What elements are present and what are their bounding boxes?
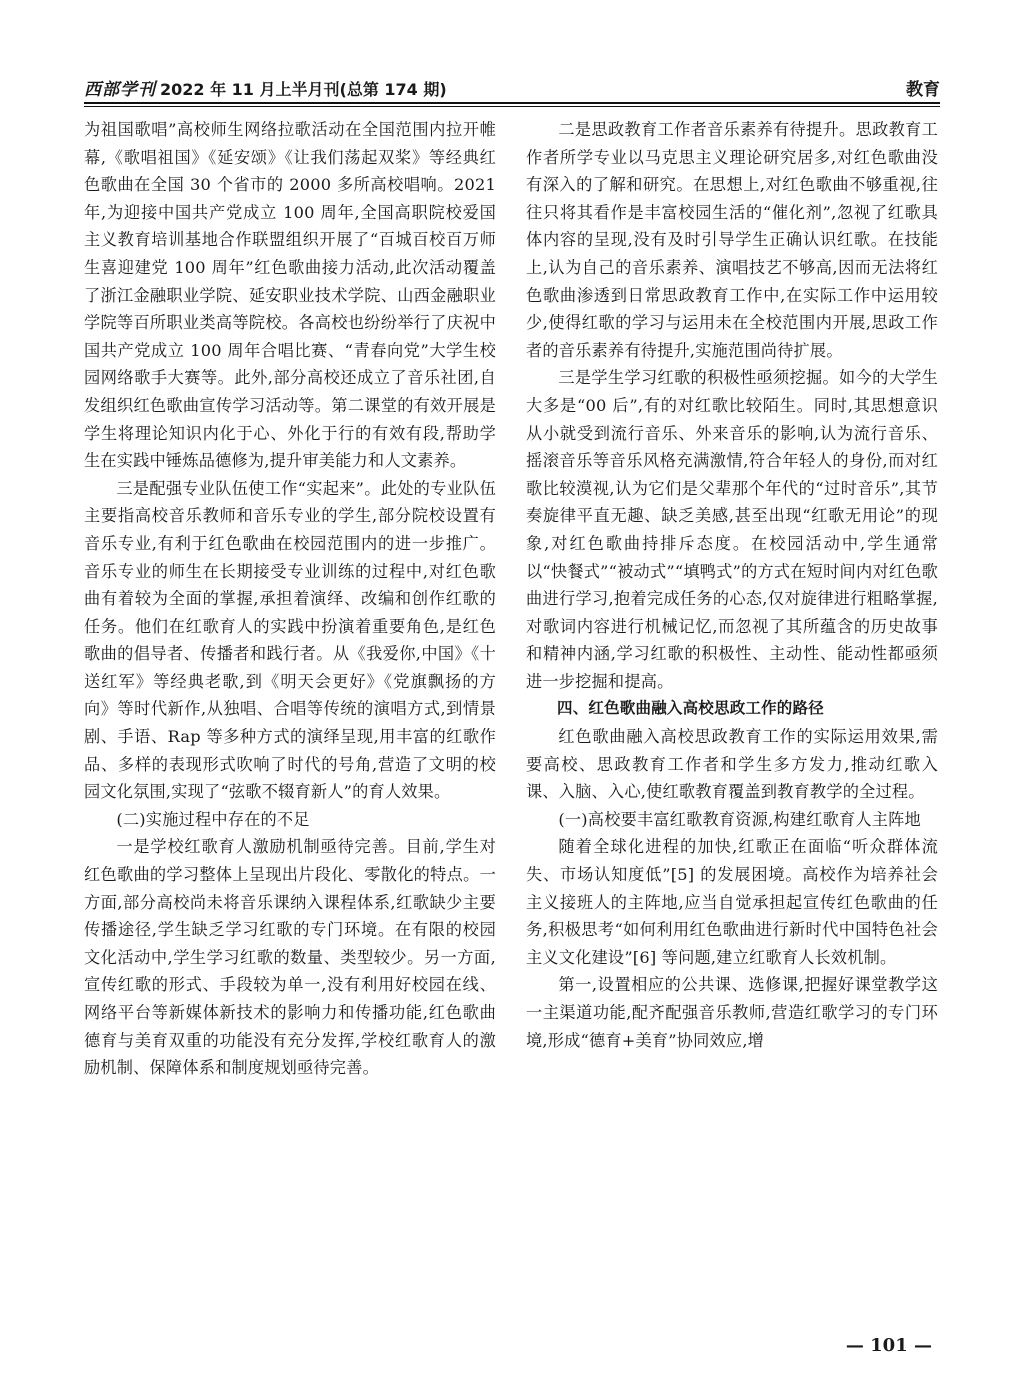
header-left (84, 75, 447, 100)
journal-name: 西部学刊 (84, 80, 156, 100)
paragraph: 一是学校红歌育人激励机制亟待完善。目前,学生对红色歌曲的学习整体上呈现出片段化、零散化的特点。一方面,部分高校尚未将音乐课纳入课程体系,红歌缺少主要传播途径,学生缺乏学习红歌的专门环境。在有限的校园文化活动中,学生学习红歌的数量、类型较少。另一方面,宣传红歌的形式、手段较为单一,没有利用好校园在线、网络平台等新媒体新技术的影响力和传播功能,红色歌曲德育与美育双重的功能没有充分发挥,学校红歌育人的激励机制、保障体系和制度规划亟待完善。 (84, 837, 496, 1078)
paragraph: 二是思政教育工作者音乐素养有待提升。思政教育工作者所学专业以马克思主义理论研究居多,对红色歌曲没有深入的了解和研究。在思想上,对红色歌曲不够重视,往往只将其看作是丰富校园生活的“催化剂”,忽视了红歌具体内容的呈现,没有及时引导学生正确认识红歌。在技能上,认为自己的音乐素养、演唱技艺不够高,因而无法将红色歌曲渗透到日常思政教育工作中,在实际工作中运用较少,使得红歌的学习与运用未在全校范围内开展,思政工作者的音乐素养有待提升,实施范围尚待扩展。 (526, 120, 938, 360)
subsection-heading: (二)实施过程中存在的不足 (116, 809, 310, 829)
running-header (84, 72, 940, 100)
header-rule-thin (84, 106, 940, 107)
paragraph: 随着全球化进程的加快,红歌正在面临“听众群体流失、市场认知度低”[5] 的发展困境。高校作为培养社会主义接班人的主阵地,应当自觉承担起宣传红色歌曲的任务,积极思考“如何利用红色歌曲进行新时代中国特色社会主义文化建设”[6] 等问题,建立红歌育人长效机制。 (526, 837, 938, 967)
issue-info: 2022 年 11 月上半月刊(总第 174 期) (160, 80, 447, 99)
paragraph: 三是配强专业队伍使工作“实起来”。此处的专业队伍主要指高校音乐教师和音乐专业的学生,部分院校设置有音乐专业,有利于红色歌曲在校园范围内的进一步推广。音乐专业的师生在长期接受专业训练的过程中,对红色歌曲有着较为全面的掌握,承担着演绎、改编和创作红歌的任务。他们在红歌育人的实践中扮演着重要角色,是红色歌曲的倡导者、传播者和践行者。从《我爱你,中国》《十送红军》等经典老歌,到《明天会更好》《党旗飘扬的方向》等时代新作,从独唱、合唱等传统的演唱方式,到情景剧、手语、Rap 等多种方式的演绎呈现,用丰富的红歌作品、多样的表现形式吹响了时代的号角,营造了文明的校园文化氛围,实现了“弦歌不辍育新人”的育人效果。 (84, 478, 496, 802)
page-number: — 101 — (845, 1335, 932, 1356)
header-rule-thick (84, 102, 940, 104)
paragraph: 三是学生学习红歌的积极性亟须挖掘。如今的大学生大多是“00 后”,有的对红歌比较陌生。同时,其思想意识从小就受到流行音乐、外来音乐的影响,认为流行音乐、摇滚音乐等音乐风格充满激情,符合年轻人的身份,而对红歌比较漠视,认为它们是父辈那个年代的“过时音乐”,其节奏旋律平直无趣、缺乏美感,甚至出现“红歌无用论”的现象,对红色歌曲持排斥态度。在校园活动中,学生通常以“快餐式”“被动式”“填鸭式”的方式在短时间内对红色歌曲进行学习,抱着完成任务的心态,仅对旋律进行粗略掌握,对歌词内容进行机械记忆,而忽视了其所蕴含的历史故事和精神内涵,学习红歌的积极性、主动性、能动性都亟须进一步挖掘和提高。 (526, 368, 938, 691)
section-name: 教育 (906, 80, 940, 100)
left-column (84, 116, 496, 1082)
subsection-heading: (一)高校要丰富红歌教育资源,构建红歌育人主阵地 (558, 809, 921, 829)
paragraph: 第一,设置相应的公共课、选修课,把握好课堂教学这一主渠道功能,配齐配强音乐教师,营造红歌学习的专门环境,形成“德育+美育”协同效应,增 (526, 975, 938, 1050)
paragraph: 为祖国歌唱”高校师生网络拉歌活动在全国范围内拉开帷幕,《歌唱祖国》《延安颂》《让我们荡起双桨》等经典红色歌曲在全国 30 个省市的 2000 多所高校唱响。2021 年,为迎接中国共产党成立 100 周年,全国高职院校爱国主义教育培训基地合作联盟组织开展了“百城百校百万师生喜迎建党 100 周年”红色歌曲接力活动,此次活动覆盖了浙江金融职业学院、延安职业技术学院、山西金融职业学院等百所职业类高等院校。各高校也纷纷举行了庆祝中国共产党成立 100 周年合唱比赛、“青春向党”大学生校园网络歌手大赛等。此外,部分高校还成立了音乐社团,自发组织红色歌曲宣传学习活动等。第二课堂的有效开展是学生将理论知识内化于心、外化于行的有效有段,帮助学生在实践中锤炼品德修为,提升审美能力和人文素养。 (84, 120, 496, 471)
right-column (526, 116, 938, 1054)
paragraph: 红色歌曲融入高校思政教育工作的实际运用效果,需要高校、思政教育工作者和学生多方发力,推动红歌入课、入脑、入心,使红歌教育覆盖到教育教学的全过程。 (526, 727, 938, 802)
section-heading: 四、红色歌曲融入高校思政工作的路径 (557, 699, 824, 718)
